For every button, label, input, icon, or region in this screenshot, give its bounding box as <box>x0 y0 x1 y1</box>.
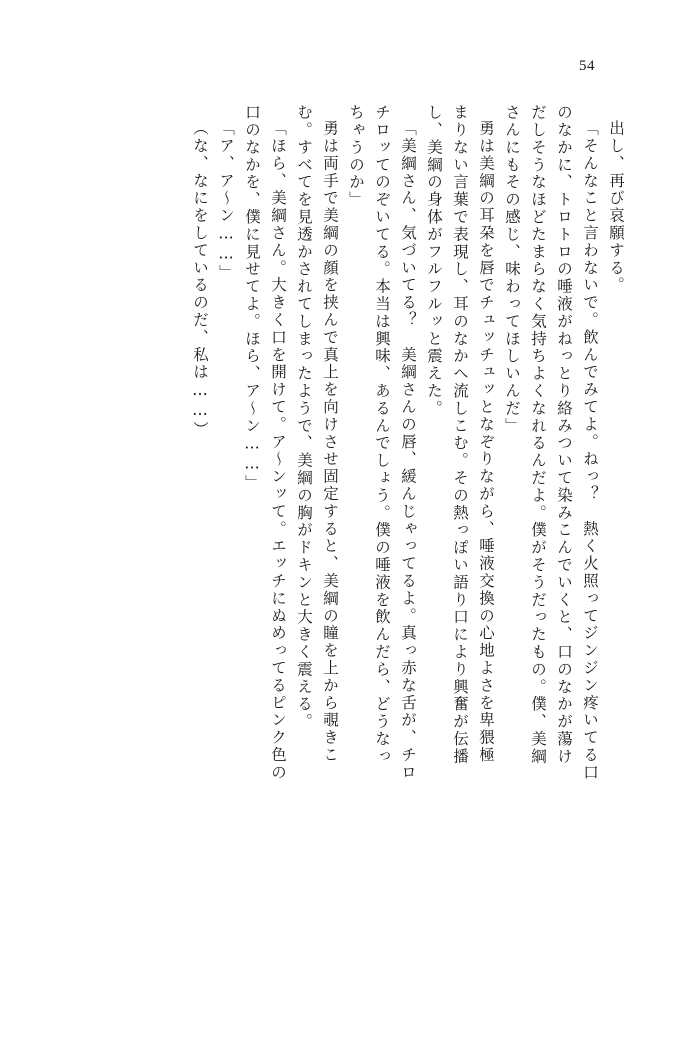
text-column: のなかに、トロトロの唾液がねっとり絡みついて染みこんでいくと、口のなかが蕩け <box>555 104 573 766</box>
text-column: だしそうなほどたまらなく気持ちよくなれるんだよ。僕がそうだったもの。僕、美綱 <box>529 104 547 766</box>
text-column: 勇は両手で美綱の顔を挟んで真上を向けさせ固定すると、美綱の瞳を上から覗きこ <box>321 120 339 764</box>
text-column: む。すべてを見透かされてしまったようで、美綱の胸がドキンと大きく震える。 <box>295 104 313 731</box>
text-column: 「ア、ア〜ン……」 <box>217 120 235 282</box>
text-column: 「ほら、美綱さん。大きく口を開けて。ア〜ンッて。エッチにぬめってるピンク色の <box>269 120 287 782</box>
text-column: チロッてのぞいてる。本当は興味、あるんでしょう。僕の唾液を飲んだら、どうなっ <box>373 104 391 766</box>
text-column: さんにもその感じ、味わってほしいんだ」 <box>503 104 521 435</box>
text-column: 「そんなこと言わないで。飲んでみてよ。ねっ？ 熱く火照ってジンジン疼いてる口 <box>581 120 599 782</box>
text-column: 「美綱さん、気づいてる？ 美綱さんの唇、緩んじゃってるよ。真っ赤な舌が、チロ <box>399 120 417 782</box>
page-number: 54 <box>579 58 595 74</box>
text-column: 勇は美綱の耳朶を唇でチュッチュッとなぞりながら、唾液交換の心地よさを卑猥極 <box>477 120 495 764</box>
text-column: 口のなかを、僕に見せてよ。ほら、ア〜ン……」 <box>243 104 261 492</box>
text-column: し、美綱の身体がフルフルッと震えた。 <box>425 104 443 418</box>
text-column: 出し、再び哀願する。 <box>607 120 625 294</box>
vertical-text-block <box>64 104 623 984</box>
text-column: まりない言葉で表現し、耳のなかへ流しこむ。その熱っぽい語り口により興奮が伝播 <box>451 104 469 766</box>
text-column: （な、なにをしているのだ、私は……） <box>191 120 209 439</box>
text-column: ちゃうのか」 <box>347 104 365 209</box>
